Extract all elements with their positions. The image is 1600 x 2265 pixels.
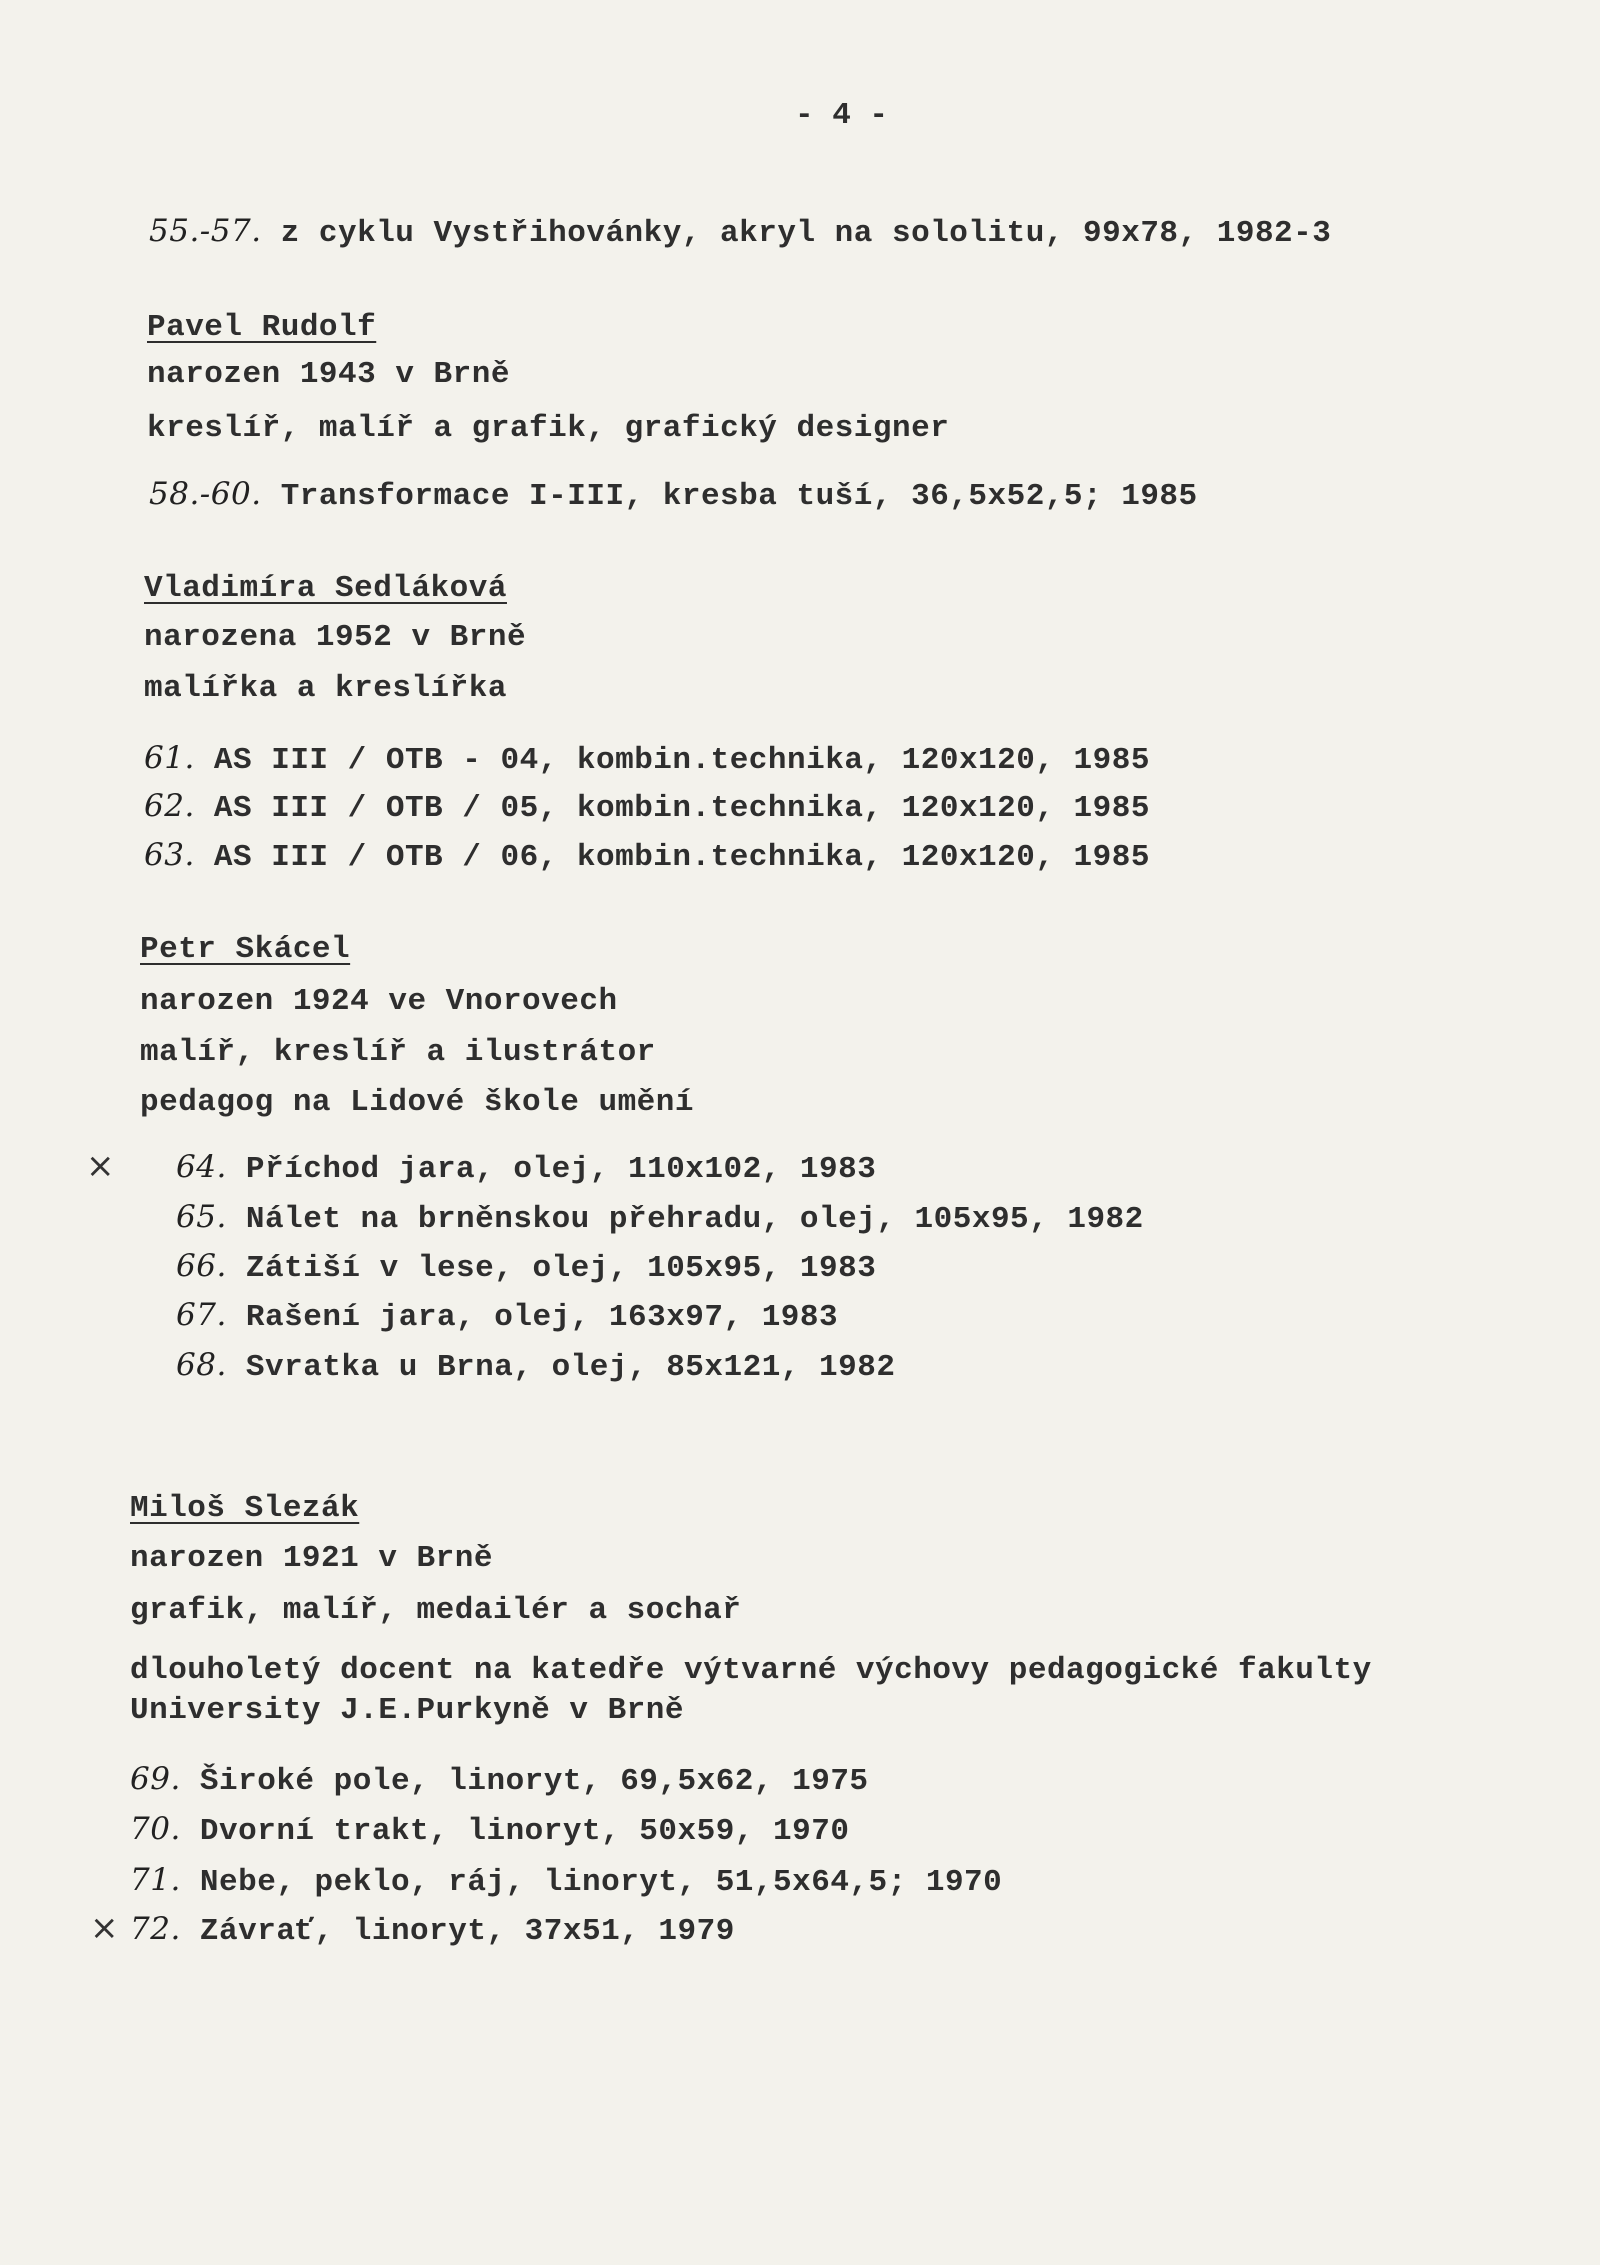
work-text: Rašení jara, olej, 163x97, 1983 [245,1300,839,1335]
work-text: AS III / OTB / 05, kombin.technika, 120x120, 1985 [213,791,1150,826]
catalog-number: 64. [176,1149,227,1185]
artist-info: malířka a kreslířka [144,671,507,706]
catalog-number: 62. [144,788,195,824]
catalog-number: 67. [176,1297,227,1333]
work-item [130,1909,735,1952]
work-item [144,786,1150,829]
handwritten-x-mark: × [86,1146,115,1186]
artist-name: Vladimíra Sedláková [144,571,507,606]
artist-info: grafik, malíř, medailér a sochař [130,1593,742,1628]
catalog-number: 61. [144,740,195,776]
artist-info: narozena 1952 v Brně [144,620,527,655]
work-text: Transformace I-III, kresba tuší, 36,5x52,5; 1985 [280,479,1198,514]
work-text: Závrať, linoryt, 37x51, 1979 [199,1914,735,1949]
handwritten-x-mark: × [90,1908,119,1948]
catalog-number: 66. [176,1248,227,1284]
catalog-number: 65. [176,1199,227,1235]
work-text: Zátiší v lese, olej, 105x95, 1983 [245,1251,877,1286]
work-text: AS III / OTB / 06, kombin.technika, 120x120, 1985 [213,840,1150,875]
catalog-number: 71. [130,1862,181,1898]
artist-info: University J.E.Purkyně v Brně [130,1693,684,1728]
artist-info: narozen 1921 v Brně [130,1541,493,1576]
work-item [130,1759,869,1802]
work-text: AS III / OTB - 04, kombin.technika, 120x120, 1985 [213,743,1150,778]
work-item [176,1246,876,1289]
artist-name: Miloš Slezák [130,1491,360,1526]
catalog-number: 69. [130,1761,181,1797]
work-text: z cyklu Vystřihovánky, akryl na sololitu, 99x78, 1982-3 [280,216,1332,251]
work-item [176,1197,1144,1240]
artist-name: Petr Skácel [140,932,351,967]
work-text: Široké pole, linoryt, 69,5x62, 1975 [199,1764,869,1799]
catalog-number: 70. [130,1811,181,1847]
artist-info: dlouholetý docent na katedře výtvarné výchovy pedagogické fakulty [130,1653,1372,1688]
catalog-number: 72. [130,1911,181,1947]
artist-info: malíř, kreslíř a ilustrátor [140,1035,656,1070]
artist-info: narozen 1924 ve Vnorovech [140,984,618,1019]
work-text: Příchod jara, olej, 110x102, 1983 [245,1152,877,1187]
catalog-number: 63. [144,837,195,873]
work-item [176,1147,876,1190]
work-item [149,211,1331,254]
work-item [130,1860,1002,1903]
work-item [144,835,1150,878]
work-text: Svratka u Brna, olej, 85x121, 1982 [245,1350,896,1385]
artist-info: kreslíř, malíř a grafik, grafický designer [147,411,950,446]
catalog-number: 58.-60. [149,476,262,512]
artist-info: narozen 1943 v Brně [147,357,510,392]
work-item [130,1809,849,1852]
catalog-number: 55.-57. [149,213,262,249]
work-text: Nálet na brněnskou přehradu, olej, 105x95, 1982 [245,1202,1144,1237]
work-item [144,738,1150,781]
work-item [176,1295,838,1338]
work-text: Dvorní trakt, linoryt, 50x59, 1970 [199,1814,850,1849]
catalog-number: 68. [176,1347,227,1383]
artist-name: Pavel Rudolf [147,310,377,345]
artist-info: pedagog na Lidové škole umění [140,1085,694,1120]
work-item [149,474,1198,517]
work-item [176,1345,895,1388]
page-number: - 4 - [795,98,889,133]
work-text: Nebe, peklo, ráj, linoryt, 51,5x64,5; 1970 [199,1865,1003,1900]
